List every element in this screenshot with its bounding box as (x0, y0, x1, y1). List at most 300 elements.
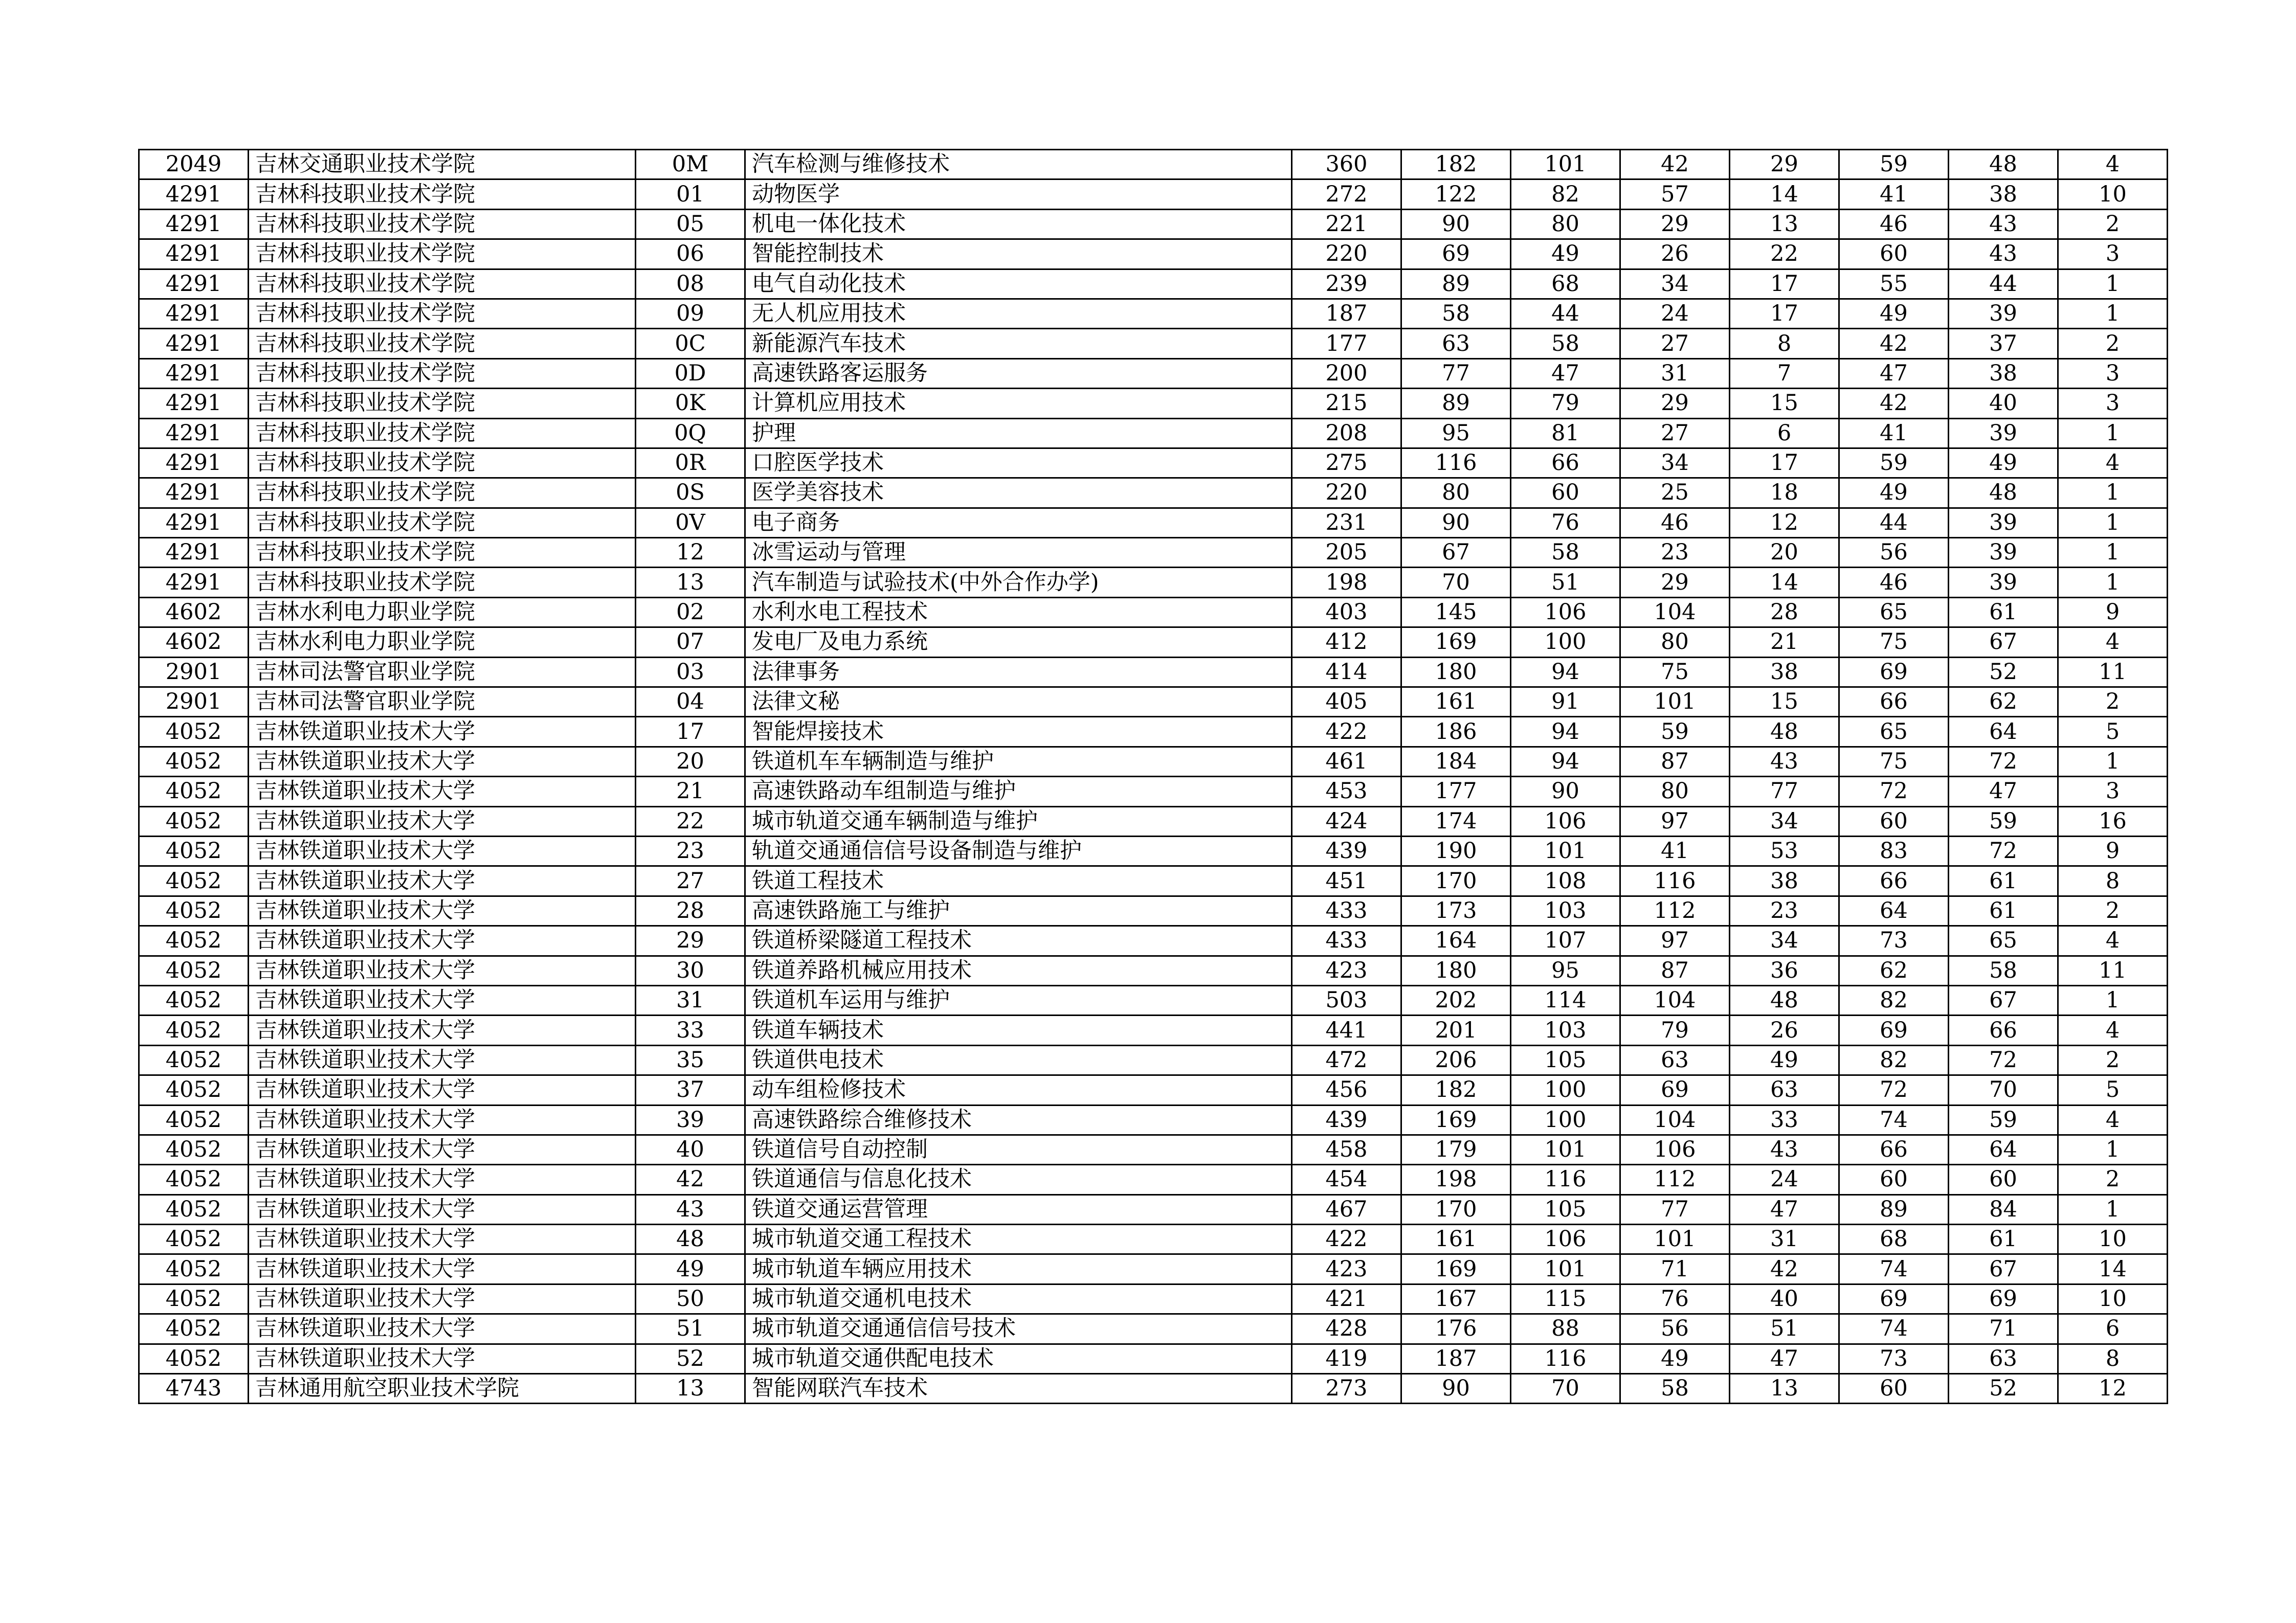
table-row (139, 1254, 2168, 1284)
table-row (139, 1344, 2168, 1373)
value-cell-1: 461 (1292, 747, 1401, 776)
value-cell-2: 67 (1401, 538, 1511, 568)
value-cell-7: 49 (1949, 448, 2058, 478)
school-name-cell: 吉林交通职业技术学院 (249, 150, 636, 179)
value-cell-3: 58 (1511, 538, 1620, 568)
value-cell-2: 161 (1401, 687, 1511, 717)
major-code-cell: 23 (636, 836, 745, 866)
value-cell-5: 43 (1730, 1135, 1839, 1164)
value-cell-7: 67 (1949, 985, 2058, 1015)
school-name-cell: 吉林水利电力职业学院 (249, 597, 636, 627)
value-cell-3: 100 (1511, 1105, 1620, 1135)
school-name-cell: 吉林铁道职业技术大学 (249, 926, 636, 956)
table-row (139, 1135, 2168, 1164)
school-name-cell: 吉林科技职业技术学院 (249, 508, 636, 537)
value-cell-5: 23 (1730, 896, 1839, 926)
value-cell-2: 179 (1401, 1135, 1511, 1164)
value-cell-8: 4 (2058, 926, 2168, 956)
value-cell-8: 4 (2058, 448, 2168, 478)
value-cell-7: 48 (1949, 150, 2058, 179)
value-cell-5: 40 (1730, 1284, 1839, 1314)
value-cell-7: 72 (1949, 1045, 2058, 1075)
table-row (139, 1045, 2168, 1075)
value-cell-7: 71 (1949, 1314, 2058, 1344)
value-cell-2: 170 (1401, 1194, 1511, 1224)
school-code-cell: 4052 (139, 1314, 249, 1344)
value-cell-7: 52 (1949, 657, 2058, 687)
value-cell-8: 2 (2058, 1165, 2168, 1194)
value-cell-8: 4 (2058, 150, 2168, 179)
school-code-cell: 4291 (139, 299, 249, 328)
value-cell-4: 97 (1620, 926, 1730, 956)
value-cell-8: 9 (2058, 597, 2168, 627)
value-cell-2: 201 (1401, 1016, 1511, 1045)
value-cell-3: 95 (1511, 956, 1620, 985)
value-cell-7: 69 (1949, 1284, 2058, 1314)
value-cell-2: 169 (1401, 1254, 1511, 1284)
school-name-cell: 吉林科技职业技术学院 (249, 329, 636, 358)
value-cell-7: 39 (1949, 508, 2058, 537)
value-cell-4: 97 (1620, 806, 1730, 836)
major-code-cell: 22 (636, 806, 745, 836)
value-cell-8: 1 (2058, 478, 2168, 508)
value-cell-6: 69 (1839, 1016, 1949, 1045)
school-code-cell: 4052 (139, 1225, 249, 1254)
major-name-cell: 城市轨道车辆应用技术 (745, 1254, 1292, 1284)
major-code-cell: 13 (636, 568, 745, 597)
table-row (139, 747, 2168, 776)
value-cell-2: 80 (1401, 478, 1511, 508)
school-name-cell: 吉林科技职业技术学院 (249, 299, 636, 328)
value-cell-3: 76 (1511, 508, 1620, 537)
value-cell-6: 89 (1839, 1194, 1949, 1224)
value-cell-7: 66 (1949, 1016, 2058, 1045)
value-cell-3: 107 (1511, 926, 1620, 956)
value-cell-2: 182 (1401, 1075, 1511, 1105)
school-name-cell: 吉林科技职业技术学院 (249, 568, 636, 597)
value-cell-5: 47 (1730, 1344, 1839, 1373)
value-cell-4: 80 (1620, 627, 1730, 657)
school-name-cell: 吉林铁道职业技术大学 (249, 896, 636, 926)
value-cell-1: 414 (1292, 657, 1401, 687)
value-cell-8: 16 (2058, 806, 2168, 836)
value-cell-2: 177 (1401, 777, 1511, 806)
value-cell-3: 108 (1511, 866, 1620, 896)
value-cell-8: 1 (2058, 1194, 2168, 1224)
value-cell-4: 26 (1620, 239, 1730, 269)
value-cell-3: 114 (1511, 985, 1620, 1015)
table-row (139, 1284, 2168, 1314)
value-cell-1: 433 (1292, 896, 1401, 926)
value-cell-3: 103 (1511, 896, 1620, 926)
major-name-cell: 水利水电工程技术 (745, 597, 1292, 627)
value-cell-8: 10 (2058, 179, 2168, 209)
value-cell-8: 2 (2058, 896, 2168, 926)
value-cell-7: 70 (1949, 1075, 2058, 1105)
school-name-cell: 吉林铁道职业技术大学 (249, 1165, 636, 1194)
major-code-cell: 35 (636, 1045, 745, 1075)
value-cell-8: 10 (2058, 1225, 2168, 1254)
value-cell-6: 69 (1839, 657, 1949, 687)
table-row (139, 179, 2168, 209)
value-cell-2: 70 (1401, 568, 1511, 597)
table-row (139, 627, 2168, 657)
value-cell-1: 453 (1292, 777, 1401, 806)
value-cell-8: 10 (2058, 1284, 2168, 1314)
value-cell-2: 90 (1401, 1374, 1511, 1404)
major-name-cell: 新能源汽车技术 (745, 329, 1292, 358)
value-cell-1: 200 (1292, 358, 1401, 388)
table-row (139, 956, 2168, 985)
value-cell-7: 72 (1949, 747, 2058, 776)
value-cell-4: 24 (1620, 299, 1730, 328)
value-cell-8: 6 (2058, 1314, 2168, 1344)
value-cell-3: 49 (1511, 239, 1620, 269)
value-cell-8: 2 (2058, 1045, 2168, 1075)
major-code-cell: 07 (636, 627, 745, 657)
school-code-cell: 4052 (139, 747, 249, 776)
major-code-cell: 20 (636, 747, 745, 776)
value-cell-6: 42 (1839, 389, 1949, 418)
school-name-cell: 吉林铁道职业技术大学 (249, 1314, 636, 1344)
value-cell-2: 116 (1401, 448, 1511, 478)
major-code-cell: 51 (636, 1314, 745, 1344)
value-cell-6: 74 (1839, 1314, 1949, 1344)
school-name-cell: 吉林科技职业技术学院 (249, 209, 636, 239)
school-name-cell: 吉林铁道职业技术大学 (249, 1045, 636, 1075)
value-cell-5: 15 (1730, 687, 1839, 717)
table-row (139, 299, 2168, 328)
value-cell-6: 72 (1839, 1075, 1949, 1105)
major-code-cell: 17 (636, 717, 745, 747)
value-cell-4: 76 (1620, 1284, 1730, 1314)
value-cell-8: 1 (2058, 985, 2168, 1015)
school-code-cell: 4052 (139, 1344, 249, 1373)
value-cell-1: 439 (1292, 836, 1401, 866)
value-cell-1: 421 (1292, 1284, 1401, 1314)
value-cell-6: 75 (1839, 747, 1949, 776)
value-cell-5: 51 (1730, 1314, 1839, 1344)
value-cell-3: 100 (1511, 1075, 1620, 1105)
value-cell-7: 64 (1949, 1135, 2058, 1164)
value-cell-5: 13 (1730, 1374, 1839, 1404)
table-row (139, 508, 2168, 537)
school-code-cell: 4291 (139, 478, 249, 508)
value-cell-4: 46 (1620, 508, 1730, 537)
value-cell-7: 72 (1949, 836, 2058, 866)
value-cell-5: 33 (1730, 1105, 1839, 1135)
table-row (139, 836, 2168, 866)
table-row (139, 389, 2168, 418)
value-cell-8: 1 (2058, 1135, 2168, 1164)
value-cell-7: 59 (1949, 1105, 2058, 1135)
value-cell-5: 36 (1730, 956, 1839, 985)
major-code-cell: 49 (636, 1254, 745, 1284)
value-cell-3: 94 (1511, 657, 1620, 687)
school-code-cell: 4291 (139, 239, 249, 269)
value-cell-6: 73 (1839, 926, 1949, 956)
value-cell-4: 31 (1620, 358, 1730, 388)
value-cell-2: 145 (1401, 597, 1511, 627)
school-code-cell: 4602 (139, 627, 249, 657)
value-cell-7: 43 (1949, 209, 2058, 239)
value-cell-7: 62 (1949, 687, 2058, 717)
value-cell-3: 106 (1511, 806, 1620, 836)
value-cell-8: 4 (2058, 627, 2168, 657)
value-cell-1: 198 (1292, 568, 1401, 597)
value-cell-3: 116 (1511, 1165, 1620, 1194)
value-cell-3: 94 (1511, 717, 1620, 747)
school-name-cell: 吉林通用航空职业技术学院 (249, 1374, 636, 1404)
major-name-cell: 铁道桥梁隧道工程技术 (745, 926, 1292, 956)
school-name-cell: 吉林司法警官职业学院 (249, 687, 636, 717)
value-cell-2: 186 (1401, 717, 1511, 747)
value-cell-4: 58 (1620, 1374, 1730, 1404)
major-code-cell: 08 (636, 269, 745, 299)
value-cell-7: 52 (1949, 1374, 2058, 1404)
major-code-cell: 42 (636, 1165, 745, 1194)
school-code-cell: 4291 (139, 389, 249, 418)
value-cell-8: 4 (2058, 1105, 2168, 1135)
value-cell-4: 49 (1620, 1344, 1730, 1373)
value-cell-2: 170 (1401, 866, 1511, 896)
table-row (139, 597, 2168, 627)
value-cell-3: 115 (1511, 1284, 1620, 1314)
school-code-cell: 4291 (139, 179, 249, 209)
value-cell-6: 60 (1839, 1374, 1949, 1404)
value-cell-3: 91 (1511, 687, 1620, 717)
school-name-cell: 吉林科技职业技术学院 (249, 179, 636, 209)
value-cell-4: 87 (1620, 747, 1730, 776)
value-cell-4: 41 (1620, 836, 1730, 866)
table-row (139, 1105, 2168, 1135)
value-cell-8: 11 (2058, 657, 2168, 687)
value-cell-3: 116 (1511, 1344, 1620, 1373)
value-cell-6: 46 (1839, 568, 1949, 597)
major-name-cell: 铁道交通运营管理 (745, 1194, 1292, 1224)
value-cell-1: 273 (1292, 1374, 1401, 1404)
major-name-cell: 城市轨道交通机电技术 (745, 1284, 1292, 1314)
major-name-cell: 高速铁路综合维修技术 (745, 1105, 1292, 1135)
major-code-cell: 0C (636, 329, 745, 358)
table-row (139, 568, 2168, 597)
major-code-cell: 43 (636, 1194, 745, 1224)
value-cell-1: 221 (1292, 209, 1401, 239)
school-name-cell: 吉林水利电力职业学院 (249, 627, 636, 657)
school-code-cell: 2049 (139, 150, 249, 179)
table-row (139, 687, 2168, 717)
value-cell-4: 79 (1620, 1016, 1730, 1045)
value-cell-3: 70 (1511, 1374, 1620, 1404)
value-cell-5: 42 (1730, 1254, 1839, 1284)
major-name-cell: 高速铁路客运服务 (745, 358, 1292, 388)
value-cell-5: 38 (1730, 657, 1839, 687)
school-code-cell: 4052 (139, 956, 249, 985)
major-name-cell: 冰雪运动与管理 (745, 538, 1292, 568)
value-cell-5: 48 (1730, 985, 1839, 1015)
value-cell-8: 1 (2058, 538, 2168, 568)
school-code-cell: 4052 (139, 1254, 249, 1284)
major-name-cell: 发电厂及电力系统 (745, 627, 1292, 657)
value-cell-8: 3 (2058, 389, 2168, 418)
value-cell-6: 42 (1839, 329, 1949, 358)
value-cell-6: 60 (1839, 806, 1949, 836)
value-cell-6: 46 (1839, 209, 1949, 239)
school-code-cell: 4052 (139, 1135, 249, 1164)
table-row (139, 209, 2168, 239)
value-cell-2: 180 (1401, 956, 1511, 985)
major-name-cell: 法律事务 (745, 657, 1292, 687)
table-row (139, 896, 2168, 926)
major-name-cell: 轨道交通通信信号设备制造与维护 (745, 836, 1292, 866)
value-cell-1: 177 (1292, 329, 1401, 358)
value-cell-1: 423 (1292, 956, 1401, 985)
value-cell-4: 87 (1620, 956, 1730, 985)
school-name-cell: 吉林铁道职业技术大学 (249, 985, 636, 1015)
major-name-cell: 铁道机车运用与维护 (745, 985, 1292, 1015)
value-cell-2: 167 (1401, 1284, 1511, 1314)
school-name-cell: 吉林铁道职业技术大学 (249, 1194, 636, 1224)
major-name-cell: 铁道信号自动控制 (745, 1135, 1292, 1164)
value-cell-4: 42 (1620, 150, 1730, 179)
major-code-cell: 50 (636, 1284, 745, 1314)
value-cell-4: 25 (1620, 478, 1730, 508)
table-row (139, 1194, 2168, 1224)
table-row (139, 269, 2168, 299)
value-cell-5: 22 (1730, 239, 1839, 269)
value-cell-5: 17 (1730, 299, 1839, 328)
value-cell-5: 34 (1730, 926, 1839, 956)
major-code-cell: 0V (636, 508, 745, 537)
major-code-cell: 21 (636, 777, 745, 806)
value-cell-6: 65 (1839, 597, 1949, 627)
value-cell-6: 74 (1839, 1105, 1949, 1135)
value-cell-4: 71 (1620, 1254, 1730, 1284)
table-row (139, 478, 2168, 508)
major-name-cell: 机电一体化技术 (745, 209, 1292, 239)
value-cell-4: 101 (1620, 687, 1730, 717)
value-cell-1: 472 (1292, 1045, 1401, 1075)
school-name-cell: 吉林铁道职业技术大学 (249, 1075, 636, 1105)
value-cell-7: 65 (1949, 926, 2058, 956)
major-code-cell: 0M (636, 150, 745, 179)
major-name-cell: 计算机应用技术 (745, 389, 1292, 418)
value-cell-7: 40 (1949, 389, 2058, 418)
value-cell-4: 34 (1620, 269, 1730, 299)
school-code-cell: 4052 (139, 1016, 249, 1045)
value-cell-3: 101 (1511, 1135, 1620, 1164)
value-cell-5: 47 (1730, 1194, 1839, 1224)
value-cell-4: 23 (1620, 538, 1730, 568)
value-cell-5: 48 (1730, 717, 1839, 747)
value-cell-4: 27 (1620, 418, 1730, 448)
value-cell-4: 104 (1620, 985, 1730, 1015)
value-cell-6: 66 (1839, 866, 1949, 896)
value-cell-4: 59 (1620, 717, 1730, 747)
major-name-cell: 铁道供电技术 (745, 1045, 1292, 1075)
school-name-cell: 吉林铁道职业技术大学 (249, 836, 636, 866)
major-name-cell: 铁道养路机械应用技术 (745, 956, 1292, 985)
major-code-cell: 30 (636, 956, 745, 985)
major-code-cell: 33 (636, 1016, 745, 1045)
value-cell-8: 12 (2058, 1374, 2168, 1404)
value-cell-6: 60 (1839, 1165, 1949, 1194)
school-name-cell: 吉林铁道职业技术大学 (249, 1016, 636, 1045)
value-cell-3: 79 (1511, 389, 1620, 418)
value-cell-6: 66 (1839, 687, 1949, 717)
value-cell-4: 29 (1620, 568, 1730, 597)
value-cell-1: 231 (1292, 508, 1401, 537)
school-name-cell: 吉林科技职业技术学院 (249, 418, 636, 448)
major-name-cell: 法律文秘 (745, 687, 1292, 717)
value-cell-2: 169 (1401, 1105, 1511, 1135)
value-cell-5: 31 (1730, 1225, 1839, 1254)
value-cell-3: 90 (1511, 777, 1620, 806)
school-code-cell: 4052 (139, 1284, 249, 1314)
table-row (139, 239, 2168, 269)
major-code-cell: 37 (636, 1075, 745, 1105)
value-cell-1: 451 (1292, 866, 1401, 896)
value-cell-3: 103 (1511, 1016, 1620, 1045)
table-row (139, 1374, 2168, 1404)
school-code-cell: 4291 (139, 568, 249, 597)
value-cell-2: 69 (1401, 239, 1511, 269)
table-row (139, 150, 2168, 179)
major-name-cell: 铁道机车车辆制造与维护 (745, 747, 1292, 776)
value-cell-6: 75 (1839, 627, 1949, 657)
school-code-cell: 4052 (139, 1045, 249, 1075)
value-cell-8: 8 (2058, 1344, 2168, 1373)
school-name-cell: 吉林铁道职业技术大学 (249, 747, 636, 776)
major-code-cell: 04 (636, 687, 745, 717)
major-code-cell: 52 (636, 1344, 745, 1373)
table-row (139, 1016, 2168, 1045)
school-code-cell: 4291 (139, 418, 249, 448)
value-cell-4: 112 (1620, 896, 1730, 926)
value-cell-7: 61 (1949, 866, 2058, 896)
value-cell-5: 21 (1730, 627, 1839, 657)
value-cell-3: 94 (1511, 747, 1620, 776)
value-cell-6: 82 (1839, 1045, 1949, 1075)
value-cell-6: 72 (1839, 777, 1949, 806)
value-cell-4: 34 (1620, 448, 1730, 478)
school-code-cell: 4052 (139, 926, 249, 956)
value-cell-8: 5 (2058, 717, 2168, 747)
value-cell-6: 60 (1839, 239, 1949, 269)
value-cell-6: 73 (1839, 1344, 1949, 1373)
value-cell-8: 2 (2058, 329, 2168, 358)
value-cell-6: 41 (1839, 179, 1949, 209)
value-cell-7: 39 (1949, 538, 2058, 568)
value-cell-3: 80 (1511, 209, 1620, 239)
school-code-cell: 4291 (139, 538, 249, 568)
value-cell-4: 29 (1620, 209, 1730, 239)
value-cell-5: 7 (1730, 358, 1839, 388)
value-cell-1: 275 (1292, 448, 1401, 478)
value-cell-5: 20 (1730, 538, 1839, 568)
school-name-cell: 吉林科技职业技术学院 (249, 538, 636, 568)
value-cell-2: 77 (1401, 358, 1511, 388)
school-name-cell: 吉林铁道职业技术大学 (249, 866, 636, 896)
value-cell-4: 57 (1620, 179, 1730, 209)
value-cell-5: 17 (1730, 269, 1839, 299)
value-cell-5: 34 (1730, 806, 1839, 836)
value-cell-2: 173 (1401, 896, 1511, 926)
major-name-cell: 铁道车辆技术 (745, 1016, 1292, 1045)
school-code-cell: 4052 (139, 896, 249, 926)
value-cell-6: 68 (1839, 1225, 1949, 1254)
school-name-cell: 吉林科技职业技术学院 (249, 389, 636, 418)
